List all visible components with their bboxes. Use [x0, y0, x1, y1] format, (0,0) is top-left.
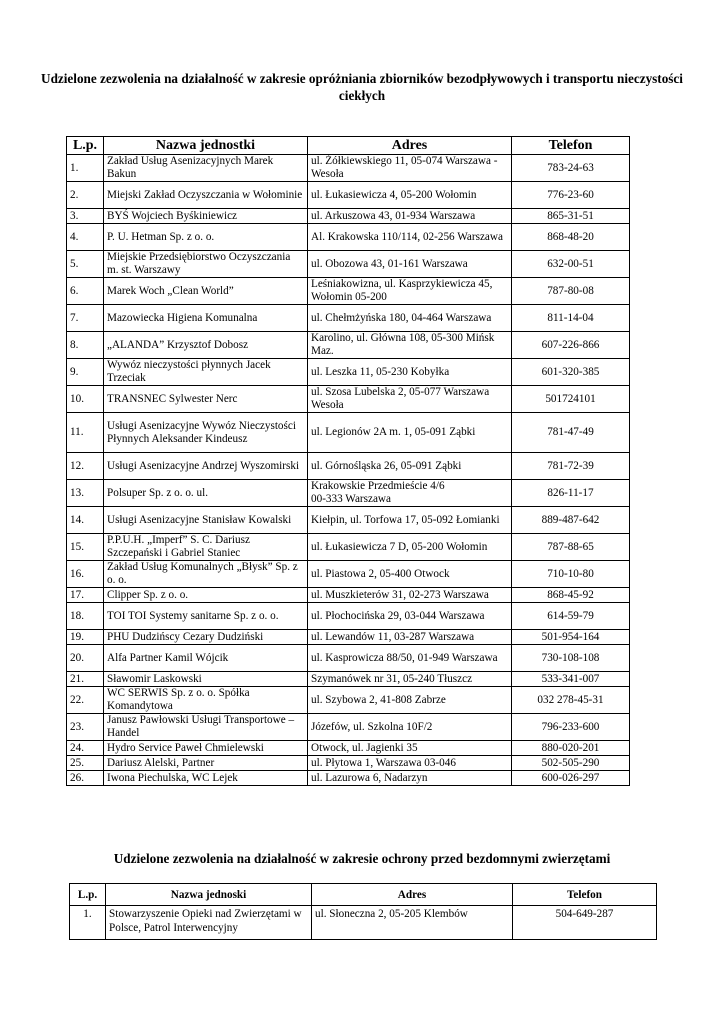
row-address: ul. Płochocińska 29, 03-044 Warszawa [308, 603, 512, 630]
row-name: Zakład Usług Komunalnych „Błysk” Sp. z o. o. [104, 561, 308, 588]
row-number: 9. [67, 359, 104, 386]
row-address: ul. Górnośląska 26, 05-091 Ząbki [308, 453, 512, 480]
row-address: Józefów, ul. Szkolna 10F/2 [308, 714, 512, 741]
row-address: ul. Płytowa 1, Warszawa 03-046 [308, 756, 512, 771]
row-number: 7. [67, 305, 104, 332]
header-phone: Telefon [512, 137, 630, 155]
row-address: ul. Lewandów 11, 03-287 Warszawa [308, 630, 512, 645]
table-row [67, 714, 630, 741]
table-row [67, 771, 630, 786]
header-name: Nazwa jednoski [106, 884, 312, 906]
row-number: 13. [67, 480, 104, 507]
permits-table-animals [69, 883, 657, 940]
row-address: Szymanówek nr 31, 05-240 Tłuszcz [308, 672, 512, 687]
row-name: Polsuper Sp. z o. o. ul. [104, 480, 308, 507]
row-phone: 501-954-164 [512, 630, 630, 645]
row-address: ul. Muszkieterów 31, 02-273 Warszawa [308, 588, 512, 603]
row-name: P.P.U.H. „Imperf” S. C. Dariusz Szczepański i Gabriel Staniec [104, 534, 308, 561]
header-lp: L.p. [70, 884, 106, 906]
row-number: 1. [70, 906, 106, 940]
row-number: 11. [67, 413, 104, 453]
row-address: Leśniakowizna, ul. Kasprzykiewicza 45, Wołomin 05-200 [308, 278, 512, 305]
row-name: P. U. Hetman Sp. z o. o. [104, 224, 308, 251]
row-name: Hydro Service Paweł Chmielewski [104, 741, 308, 756]
row-phone: 614-59-79 [512, 603, 630, 630]
row-name: BYŚ Wojciech Byśkiniewicz [104, 209, 308, 224]
row-name: Clipper Sp. z o. o. [104, 588, 308, 603]
table-row [67, 224, 630, 251]
row-name: Usługi Asenizacyjne Andrzej Wyszomirski [104, 453, 308, 480]
row-number: 21. [67, 672, 104, 687]
row-address: ul. Obozowa 43, 01-161 Warszawa [308, 251, 512, 278]
row-number: 5. [67, 251, 104, 278]
table-row [67, 155, 630, 182]
row-phone: 776-23-60 [512, 182, 630, 209]
row-number: 20. [67, 645, 104, 672]
table-row [67, 480, 630, 507]
row-name: Janusz Pawłowski Usługi Transportowe – Handel [104, 714, 308, 741]
row-phone: 889-487-642 [512, 507, 630, 534]
row-name: Sławomir Laskowski [104, 672, 308, 687]
row-address: ul. Kasprowicza 88/50, 01-949 Warszawa [308, 645, 512, 672]
row-number: 26. [67, 771, 104, 786]
row-phone: 787-88-65 [512, 534, 630, 561]
row-phone: 781-47-49 [512, 413, 630, 453]
row-phone: 600-026-297 [512, 771, 630, 786]
row-phone: 730-108-108 [512, 645, 630, 672]
row-number: 18. [67, 603, 104, 630]
table-row [67, 386, 630, 413]
table-row [67, 588, 630, 603]
row-address: ul. Łukasiewicza 4, 05-200 Wołomin [308, 182, 512, 209]
row-phone: 781-72-39 [512, 453, 630, 480]
row-phone: 501724101 [512, 386, 630, 413]
row-address: ul. Lazurowa 6, Nadarzyn [308, 771, 512, 786]
section1-title: Udzielone zezwolenia na działalność w zakresie opróżniania zbiorników bezodpływowych i transportu nieczystości ciekłych [41, 71, 683, 103]
table-header-row [70, 884, 657, 906]
row-address: Otwock, ul. Jagienki 35 [308, 741, 512, 756]
row-address: ul. Żółkiewskiego 11, 05-074 Warszawa - Wesoła [308, 155, 512, 182]
table-row [67, 603, 630, 630]
row-phone: 868-45-92 [512, 588, 630, 603]
header-address: Adres [308, 137, 512, 155]
row-number: 10. [67, 386, 104, 413]
row-address: ul. Szybowa 2, 41-808 Zabrze [308, 687, 512, 714]
row-address: ul. Chełmżyńska 180, 04-464 Warszawa [308, 305, 512, 332]
row-number: 6. [67, 278, 104, 305]
row-number: 3. [67, 209, 104, 224]
row-number: 24. [67, 741, 104, 756]
row-name: Miejskie Przedsiębiorstwo Oczyszczania m. st. Warszawy [104, 251, 308, 278]
row-name: TOI TOI Systemy sanitarne Sp. z o. o. [104, 603, 308, 630]
row-name: Mazowiecka Higiena Komunalna [104, 305, 308, 332]
permits-table-sewage [66, 136, 630, 786]
row-phone: 880-020-201 [512, 741, 630, 756]
table-row [67, 561, 630, 588]
row-phone: 601-320-385 [512, 359, 630, 386]
table-row [67, 359, 630, 386]
table-row [67, 687, 630, 714]
header-address: Adres [312, 884, 513, 906]
row-name: Alfa Partner Kamil Wójcik [104, 645, 308, 672]
table-row [67, 507, 630, 534]
table-row [67, 756, 630, 771]
row-address: ul. Legionów 2A m. 1, 05-091 Ząbki [308, 413, 512, 453]
row-phone: 504-649-287 [513, 906, 657, 940]
row-address: ul. Leszka 11, 05-230 Kobyłka [308, 359, 512, 386]
table-row [67, 672, 630, 687]
row-number: 2. [67, 182, 104, 209]
row-phone: 502-505-290 [512, 756, 630, 771]
row-address: ul. Łukasiewicza 7 D, 05-200 Wołomin [308, 534, 512, 561]
row-name: Marek Woch „Clean World” [104, 278, 308, 305]
table-row [67, 251, 630, 278]
row-name: Wywóz nieczystości płynnych Jacek Trzeciak [104, 359, 308, 386]
table-row [67, 534, 630, 561]
row-name: Miejski Zakład Oczyszczania w Wołominie [104, 182, 308, 209]
row-phone: 607-226-866 [512, 332, 630, 359]
row-name: WC SERWIS Sp. z o. o. Spółka Komandytowa [104, 687, 308, 714]
row-phone: 826-11-17 [512, 480, 630, 507]
row-phone: 796-233-600 [512, 714, 630, 741]
row-name: PHU Dudzińscy Cezary Dudziński [104, 630, 308, 645]
row-name: Usługi Asenizacyjne Wywóz Nieczystości Płynnych Aleksander Kindeusz [104, 413, 308, 453]
row-number: 14. [67, 507, 104, 534]
table-row [67, 453, 630, 480]
row-address: Al. Krakowska 110/114, 02-256 Warszawa [308, 224, 512, 251]
row-address: Kiełpin, ul. Torfowa 17, 05-092 Łomianki [308, 507, 512, 534]
row-phone: 787-80-08 [512, 278, 630, 305]
row-phone: 032 278-45-31 [512, 687, 630, 714]
row-address: Karolino, ul. Główna 108, 05-300 Mińsk Maz. [308, 332, 512, 359]
row-name: Dariusz Alelski, Partner [104, 756, 308, 771]
table-row [67, 413, 630, 453]
table-row [67, 182, 630, 209]
row-phone: 632-00-51 [512, 251, 630, 278]
row-name: Stowarzyszenie Opieki nad Zwierzętami w Polsce, Patrol Interwencyjny [106, 906, 312, 940]
row-number: 4. [67, 224, 104, 251]
row-number: 25. [67, 756, 104, 771]
table-row [67, 209, 630, 224]
row-number: 8. [67, 332, 104, 359]
header-name: Nazwa jednostki [104, 137, 308, 155]
row-number: 12. [67, 453, 104, 480]
row-address: Krakowskie Przedmieście 4/6 00-333 Warszawa [308, 480, 512, 507]
row-number: 19. [67, 630, 104, 645]
row-address: ul. Arkuszowa 43, 01-934 Warszawa [308, 209, 512, 224]
row-phone: 811-14-04 [512, 305, 630, 332]
row-number: 1. [67, 155, 104, 182]
row-name: Iwona Piechulska, WC Lejek [104, 771, 308, 786]
table-row [67, 630, 630, 645]
row-phone: 868-48-20 [512, 224, 630, 251]
table-row [67, 332, 630, 359]
section2-title: Udzielone zezwolenia na działalność w zakresie ochrony przed bezdomnymi zwierzętami [113, 851, 611, 866]
row-number: 23. [67, 714, 104, 741]
row-address: ul. Piastowa 2, 05-400 Otwock [308, 561, 512, 588]
row-phone: 710-10-80 [512, 561, 630, 588]
table-row [67, 645, 630, 672]
row-number: 22. [67, 687, 104, 714]
row-number: 16. [67, 561, 104, 588]
table-row [67, 278, 630, 305]
row-name: Usługi Asenizacyjne Stanisław Kowalski [104, 507, 308, 534]
header-phone: Telefon [513, 884, 657, 906]
header-lp: L.p. [67, 137, 104, 155]
row-phone: 533-341-007 [512, 672, 630, 687]
row-address: ul. Szosa Lubelska 2, 05-077 Warszawa Wesoła [308, 386, 512, 413]
row-name: Zakład Usług Asenizacyjnych Marek Bakun [104, 155, 308, 182]
table-row [70, 906, 657, 940]
table-header-row [67, 137, 630, 155]
row-number: 15. [67, 534, 104, 561]
row-address: ul. Słoneczna 2, 05-205 Klembów [312, 906, 513, 940]
row-name: TRANSNEC Sylwester Nerc [104, 386, 308, 413]
row-name: „ALANDA” Krzysztof Dobosz [104, 332, 308, 359]
table-row [67, 305, 630, 332]
row-phone: 783-24-63 [512, 155, 630, 182]
table-row [67, 741, 630, 756]
row-phone: 865-31-51 [512, 209, 630, 224]
row-number: 17. [67, 588, 104, 603]
